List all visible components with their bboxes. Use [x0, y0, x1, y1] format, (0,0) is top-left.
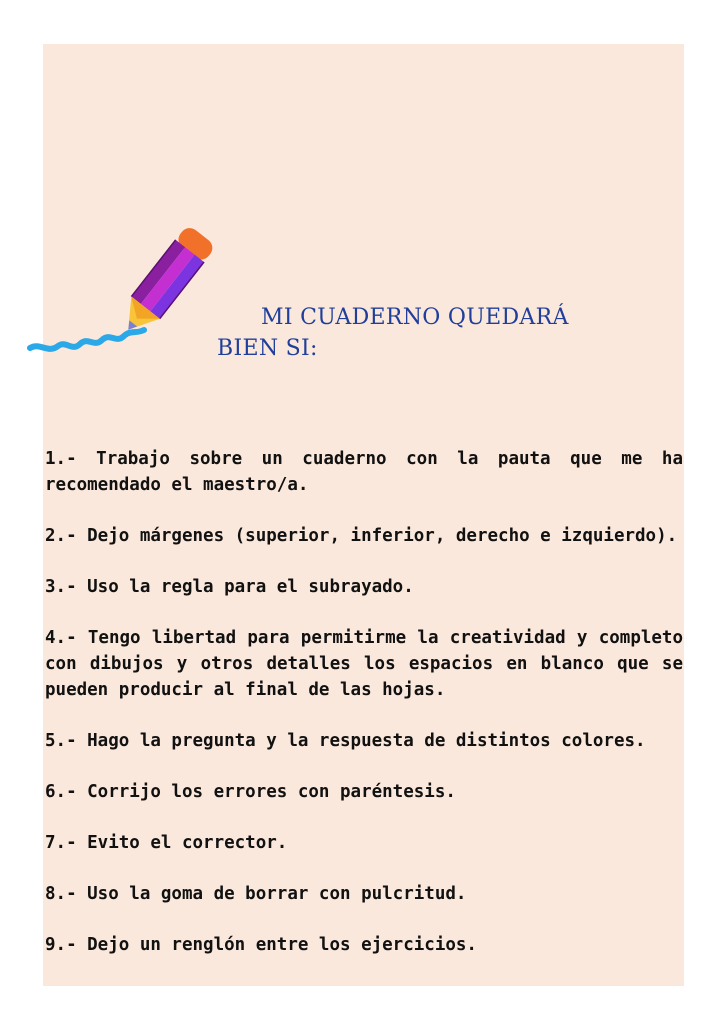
page-title [213, 302, 633, 364]
rules-list [45, 446, 683, 983]
rule-item: 3.- Uso la regla para el subrayado. [45, 577, 414, 597]
title-line-2: BIEN SI: [217, 336, 318, 361]
rule-item: 1.- Trabajo sobre un cuaderno con la pauta que me ha recomendado el maestro/a. [45, 449, 683, 495]
rule-item: 4.- Tengo libertad para permitirme la creatividad y completo con dibujos y otros detalles los espacios en blanco que se pueden producir al final de las hojas. [45, 628, 683, 700]
rule-item: 7.- Evito el corrector. [45, 833, 288, 853]
pencil-icon [26, 206, 226, 366]
rule-item: 9.- Dejo un renglón entre los ejercicios. [45, 935, 477, 955]
title-line-1: MI CUADERNO QUEDARÁ [261, 305, 569, 330]
rule-item: 6.- Corrijo los errores con paréntesis. [45, 782, 456, 802]
rule-item: 5.- Hago la pregunta y la respuesta de distintos colores. [45, 731, 646, 751]
rule-item: 8.- Uso la goma de borrar con pulcritud. [45, 884, 467, 904]
rule-item: 2.- Dejo márgenes (superior, inferior, derecho e izquierdo). [45, 526, 678, 546]
